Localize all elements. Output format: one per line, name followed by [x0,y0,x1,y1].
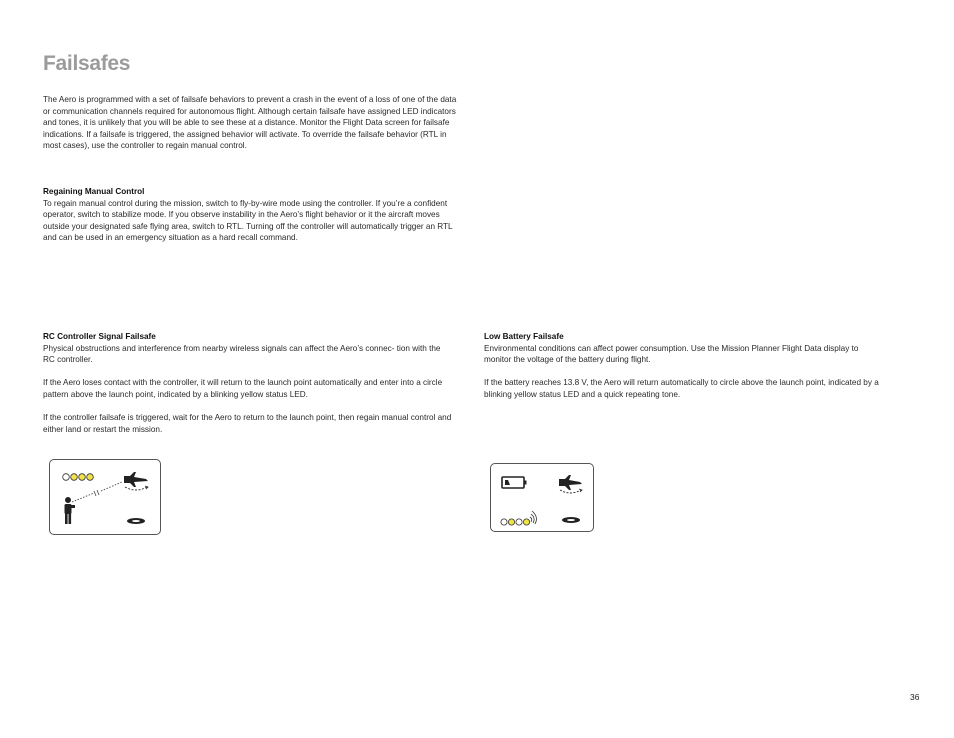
rc-failsafe-heading: RC Controller Signal Failsafe [43,332,156,341]
battery-failsafe-diagram [490,463,594,532]
launch-point-icon [127,518,145,524]
regaining-text: To regain manual control during the mission, switch to fly-by-wire mode using the controller. If you’re a confident operator, switch to stabilize mode. If you observe instability in the Aero’s flight behavior or it the aircraft moves outside your designated safe flying area, switch to RTL. Turning off the controller will automatically trigger an RTL and can be used in an emergency situation as a hard recall command. [43,198,453,243]
status-led-icon [501,519,530,525]
intro-text: The Aero is programmed with a set of failsafe behaviors to prevent a crash in the event of a loss of one of the data or communication channels required for autonomous flight. Although certain failsafe have assigned LED indicators and tones, it is unlikely that you will be able to see these at a distance. Monitor the Flight Data screen for failsafe indications. If a failsafe is triggered, the assigned behavior will activate. To override the failsafe behavior (RTL in most cases), use the controller to regain manual control. [43,95,457,151]
regaining-heading: Regaining Manual Control [43,187,145,196]
rc-failsafe-paragraph: If the controller failsafe is triggered, wait for the Aero to return to the launch point, then regain manual control and either land or restart the mission. [43,413,452,434]
tone-signal-icon [530,511,536,524]
battery-failsafe-heading: Low Battery Failsafe [484,332,564,341]
intro-paragraph [43,94,458,152]
rc-failsafe-paragraph: If the Aero loses contact with the controller, it will return to the launch point automatically and enter into a circle pattern above the launch point, indicated by a blinking yellow status LED. [43,378,443,399]
page-title: Failsafes [43,52,131,75]
lost-signal-link-icon [72,482,122,502]
low-battery-failsafe-section [484,331,879,401]
low-battery-icon [502,477,527,488]
battery-failsafe-paragraph: Environmental conditions can affect power consumption. Use the Mission Planner Flight Data display to monitor the voltage of the battery during flight. [484,343,859,365]
page-number: 36 [910,692,920,702]
rc-failsafe-paragraph: Physical obstructions and interference from nearby wireless signals can affect the Aero’s connec- tion with the RC controller. [43,343,441,365]
rc-failsafe-diagram [49,459,161,535]
aircraft-circling-icon [559,475,582,493]
aircraft-circling-icon [124,472,148,490]
regaining-manual-control-section [43,186,458,244]
battery-failsafe-paragraph: If the battery reaches 13.8 V, the Aero will return automatically to circle above the launch point, indicated by a blinking yellow status LED and a quick repeating tone. [484,378,879,399]
operator-icon [65,497,76,524]
launch-point-icon [562,517,580,523]
rc-controller-failsafe-section [43,331,453,435]
status-led-icon [63,474,94,481]
